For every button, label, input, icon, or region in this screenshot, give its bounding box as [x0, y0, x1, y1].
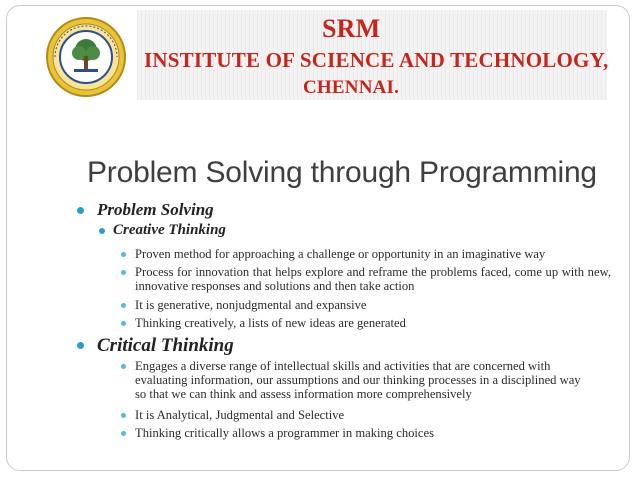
slide	[6, 5, 630, 471]
bullet-icon	[77, 207, 84, 214]
bullet-icon	[121, 252, 126, 257]
bullet-icon	[121, 270, 126, 275]
bullet-text: It is generative, nonjudgmental and expansive	[135, 298, 367, 312]
bullet-icon	[121, 431, 126, 436]
bullet-text: Process for innovation that helps explore and reframe the problems faced, come up with new, innovative responses and solutions and then take action	[135, 265, 611, 293]
bullet-icon	[121, 413, 126, 418]
bullet-icon	[121, 303, 126, 308]
bullet-text: Engages a diverse range of intellectual skills and activities that are concerned with evaluating information, our assumptions and our thinking processes in a disciplined way so that we can think and assess information more comprehensively	[135, 359, 581, 401]
list-item	[121, 359, 587, 401]
header-institute: INSTITUTE OF SCIENCE AND TECHNOLOGY,	[144, 48, 609, 72]
bullet-text: Proven method for approaching a challenge or opportunity in an imaginative way	[135, 247, 546, 261]
list-item	[121, 426, 607, 440]
list-item	[77, 335, 234, 357]
list-item	[121, 247, 607, 261]
bullet-icon	[99, 228, 105, 234]
bullet-text: Thinking creatively, a lists of new ideas are generated	[135, 316, 406, 330]
list-item	[77, 200, 214, 220]
list-item	[121, 316, 607, 330]
bullet-text: Thinking critically allows a programmer in making choices	[135, 426, 435, 440]
list-item	[121, 298, 607, 312]
slide-content	[7, 6, 630, 471]
list-item	[121, 408, 607, 422]
slide-title: Problem Solving through Programming	[87, 156, 597, 189]
header-srm: SRM	[322, 14, 381, 43]
bullet-text: It is Analytical, Judgmental and Selective	[135, 408, 345, 422]
bullet-icon	[121, 364, 126, 369]
section-heading-problem-solving: Problem Solving	[97, 200, 214, 219]
bullet-icon	[121, 321, 126, 326]
list-item	[99, 222, 226, 239]
subsection-heading-creative-thinking: Creative Thinking	[113, 222, 226, 238]
section-heading-critical-thinking: Critical Thinking	[97, 335, 234, 356]
list-item	[121, 265, 611, 293]
bullet-icon	[77, 342, 84, 349]
header-city: CHENNAI.	[303, 77, 400, 98]
